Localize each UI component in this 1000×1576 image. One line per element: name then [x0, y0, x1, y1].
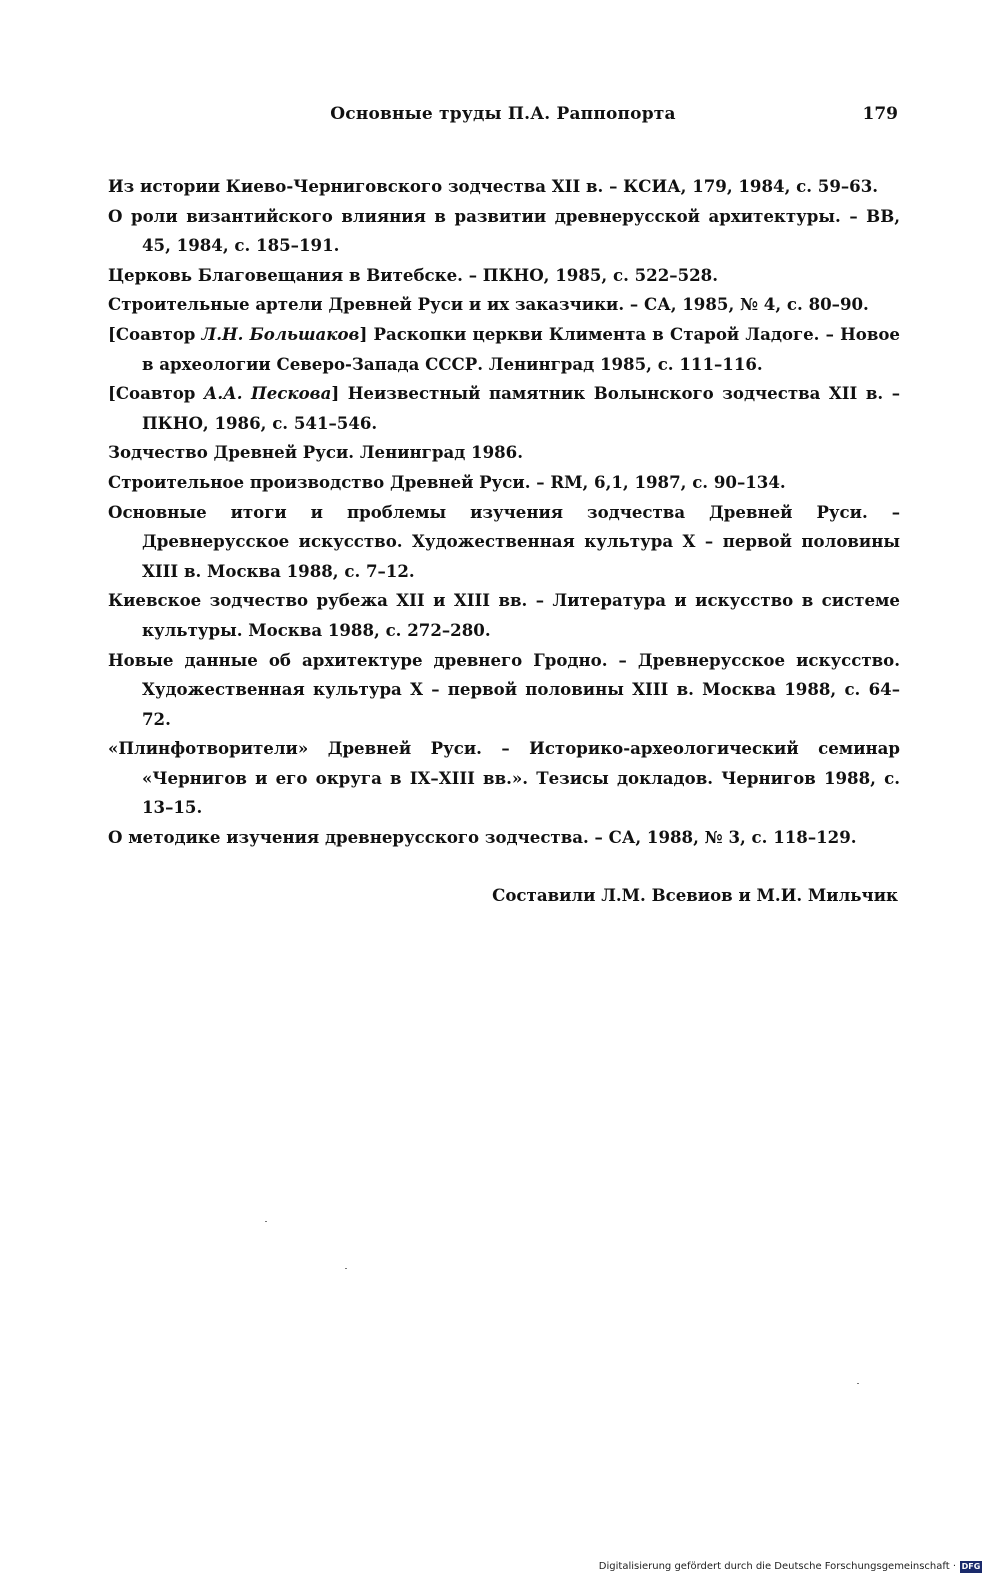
entry-body: ] Неизвестный памятник Волынского зодчества XII в. – ПКНО, 1986, с. 541–546.: [142, 383, 901, 433]
bibliography-entry: Из истории Киево-Черниговского зодчества XII в. – КСИА, 179, 1984, с. 59–63.: [108, 176, 879, 196]
running-title: Основные труды П.А. Раппопорта: [330, 104, 676, 124]
bibliography-entry: Зодчество Древней Руси. Ленинград 1986.: [108, 442, 524, 463]
coauthor-name: Л.Н. Большаков: [201, 323, 360, 344]
digitization-note: Digitalisierung gefördert durch die Deutsche Forschungsgemeinschaft ·: [598, 1561, 956, 1572]
entry-prefix: [Соавтор: [108, 323, 202, 344]
bibliography-entry: Основные итоги и проблемы изучения зодчества Древней Руси. – Древнерусское искусство. Художественная культура X – первой половины XIII в. Москва 1988, с. 7–12.: [108, 501, 900, 581]
bibliography-entry: [108, 379, 900, 438]
dfg-logo: DFG: [961, 1562, 981, 1571]
bibliography-entry: Строительное производство Древней Руси. – RM, 6,1, 1987, с. 90–134.: [108, 471, 786, 492]
bibliography-entry: Строительные артели Древней Руси и их заказчики. – СА, 1985, № 4, с. 80–90.: [108, 294, 869, 315]
bibliography-entry: О методике изучения древнерусского зодчества. – СА, 1988, № 3, с. 118–129.: [108, 827, 857, 848]
entry-prefix: [Соавтор: [108, 383, 204, 404]
coauthor-name: А.А. Пескова: [203, 383, 332, 404]
scan-speck: [265, 1221, 267, 1222]
running-head: [108, 104, 898, 130]
bibliography-entry: Киевское зодчество рубежа XII и XIII вв. – Литература и искусство в системе культуры. Москва 1988, с. 272–280.: [108, 590, 900, 640]
bibliography-entry: [108, 320, 900, 379]
entry-body: ] Раскопки церкви Климента в Старой Ладоге. – Новое в археологии Северо-Запада СССР. Ленинград 1985, с. 111–116.: [142, 323, 900, 374]
page-number: 179: [862, 104, 898, 124]
scan-speck: [345, 1268, 347, 1269]
bibliography-entry: «Плинфотворители» Древней Руси. – Историко-археологический семинар «Чернигов и его округа в IX–XIII вв.». Тезисы докладов. Чернигов 1988, с. 13–15.: [108, 738, 900, 818]
scan-speck: [857, 1383, 859, 1384]
bibliography-list: [108, 172, 900, 853]
bibliography-entry: О роли византийского влияния в развитии древнерусской архитектуры. – ВВ, 45, 1984, с. 185–191.: [108, 205, 900, 256]
compilers-credit: Составили Л.М. Всевиов и М.И. Мильчик: [492, 885, 898, 905]
bibliography-entry: Новые данные об архитектуре древнего Гродно. – Древнерусское искусство. Художественная культура X – первой половины XIII в. Москва 1988, с. 64–72.: [108, 649, 900, 729]
bibliography-entry: Церковь Благовещания в Витебске. – ПКНО, 1985, с. 522–528.: [108, 264, 718, 285]
